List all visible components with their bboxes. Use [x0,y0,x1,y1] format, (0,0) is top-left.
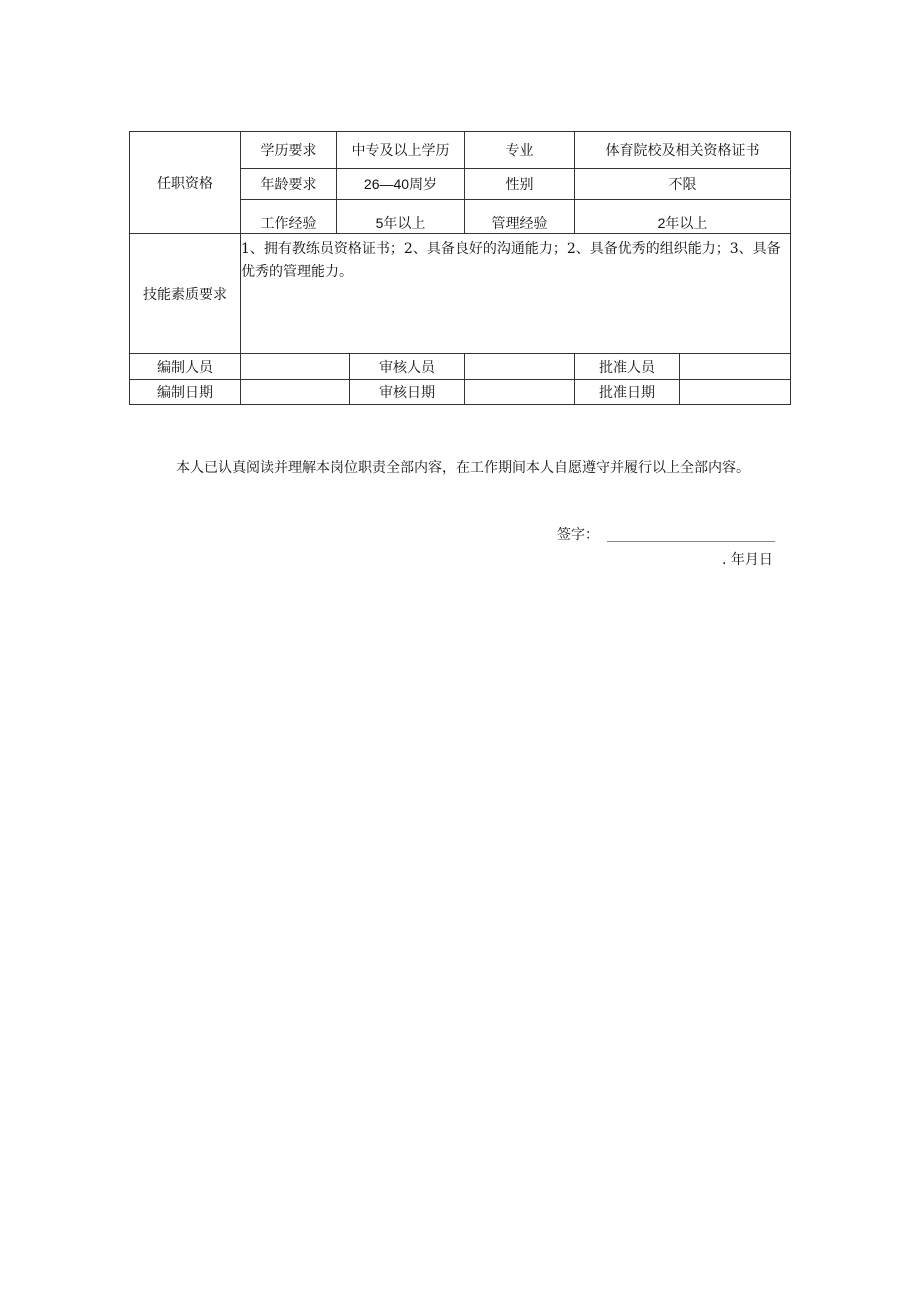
declaration-text: 本人已认真阅读并理解本岗位职责全部内容，在工作期间本人自愿遵守并履行以上全部内容。 [176,460,750,476]
qualifications-label: 任职资格 [157,175,213,192]
major-label: 专业 [505,143,534,159]
experience-label: 工作经验 [260,216,317,232]
date-label: . 年月日 [722,552,773,568]
skills-text: 1、拥有教练员资格证书；2、具备良好的沟通能力；2、具备优秀的组织能力；3、具备优秀的管理能力。 [241,241,781,280]
age-value: 26—40周岁 [363,176,438,192]
signature-line [607,541,775,542]
major-value: 体育院校及相关资格证书 [605,143,760,159]
signature-label: 签字： [557,527,599,543]
skills-label: 技能素质要求 [143,286,227,303]
experience-value: 5年以上 [375,215,426,231]
approve-date-label: 批准日期 [599,385,655,401]
gender-value: 不限 [668,177,697,193]
approver-label: 批准人员 [599,359,655,376]
management-experience-value: 2年以上 [657,215,708,231]
reviewer-label: 审核人员 [379,359,435,376]
education-label: 学历要求 [260,143,317,159]
compiler-label: 编制人员 [157,359,213,376]
management-experience-label: 管理经验 [491,216,548,232]
review-date-label: 审核日期 [379,385,435,401]
education-value: 中专及以上学历 [351,143,450,159]
compile-date-label: 编制日期 [157,385,213,401]
gender-label: 性别 [505,177,534,193]
age-label: 年龄要求 [260,177,317,193]
